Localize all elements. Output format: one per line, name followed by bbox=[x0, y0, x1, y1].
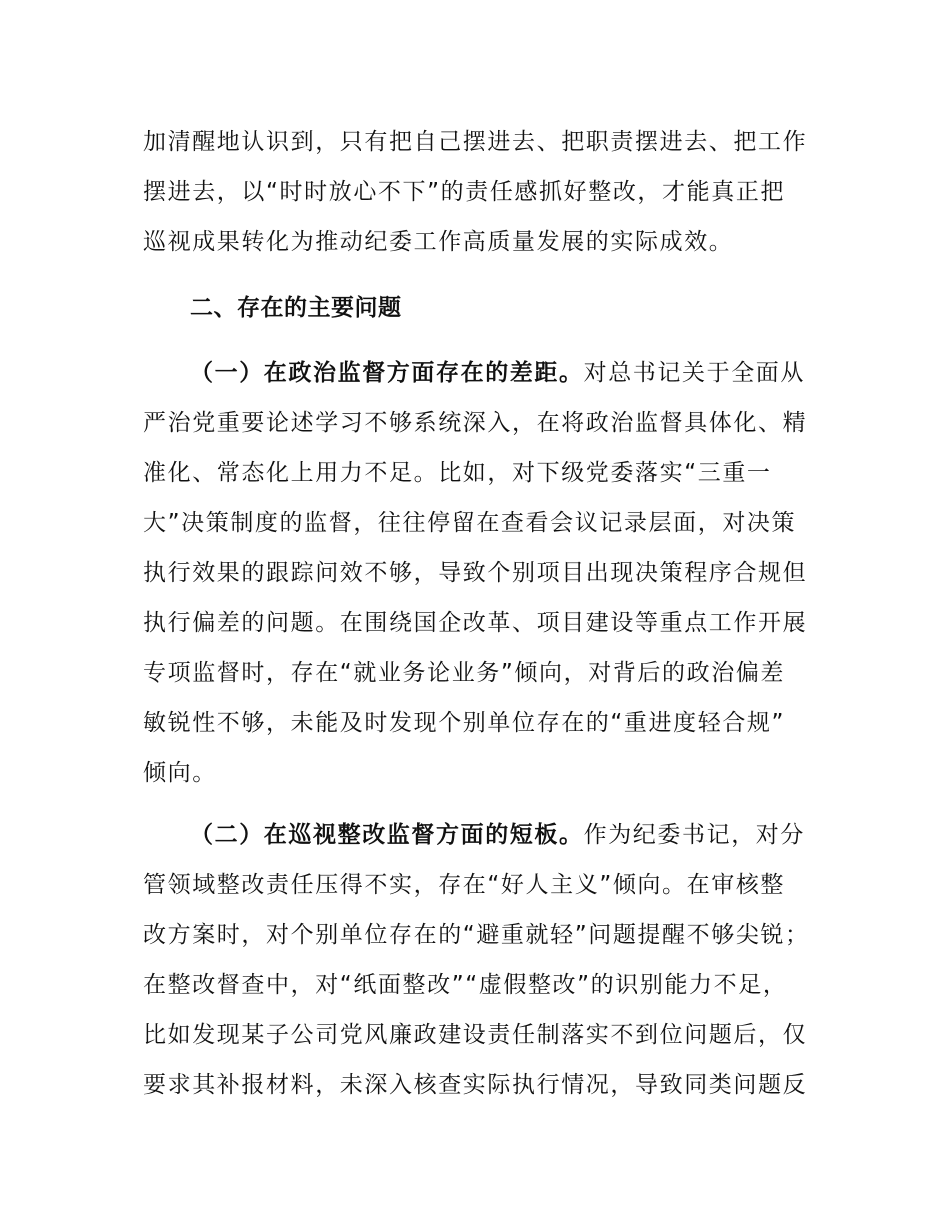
intro-line-1: 加清醒地认识到，只有把自己摆进去、把职责摆进去、把工作 bbox=[143, 129, 808, 155]
sub2-first-line bbox=[190, 819, 870, 851]
sub1-first-line-rest: 对总书记关于全面从 bbox=[583, 360, 806, 386]
section-heading: 二、存在的主要问题 bbox=[190, 295, 402, 321]
sub1-line-5: 执行效果的跟踪问效不够，导致个别项目出现决策程序合规但 bbox=[143, 560, 808, 586]
sub1-line-2: 严治党重要论述学习不够系统深入，在将政治监督具体化、精 bbox=[143, 410, 808, 436]
sub1-line-9: 倾向。 bbox=[143, 760, 217, 786]
sub1-line-6: 执行偏差的问题。在围绕国企改革、项目建设等重点工作开展 bbox=[143, 610, 808, 636]
sub2-title: （二）在巡视整改监督方面的短板。 bbox=[190, 822, 584, 848]
sub1-first-line bbox=[190, 357, 870, 389]
sub1-title: （一）在政治监督方面存在的差距。 bbox=[190, 360, 584, 386]
sub2-line-5: 比如发现某子公司党风廉政建设责任制落实不到位问题后，仅 bbox=[143, 1022, 808, 1048]
intro-line-3: 巡视成果转化为推动纪委工作高质量发展的实际成效。 bbox=[143, 229, 734, 255]
sub1-line-7: 专项监督时，存在“就业务论业务”倾向，对背后的政治偏差 bbox=[143, 660, 786, 686]
sub1-line-3: 准化、常态化上用力不足。比如，对下级党委落实“三重一 bbox=[143, 460, 772, 486]
intro-line-2: 摆进去，以“时时放心不下”的责任感抓好整改，才能真正把 bbox=[143, 179, 786, 205]
sub2-line-3: 改方案时，对个别单位存在的“避重就轻”问题提醒不够尖锐； bbox=[143, 922, 810, 948]
sub2-line-2: 管领域整改责任压得不实，存在“好人主义”倾向。在审核整 bbox=[143, 872, 786, 898]
sub2-first-line-rest: 作为纪委书记，对分 bbox=[583, 822, 806, 848]
sub1-line-4: 大”决策制度的监督，往往停留在查看会议记录层面，对决策 bbox=[143, 510, 797, 536]
sub1-line-8: 敏锐性不够，未能及时发现个别单位存在的“重进度轻合规” bbox=[143, 710, 786, 736]
sub2-line-6: 要求其补报材料，未深入核查实际执行情况，导致同类问题反 bbox=[143, 1072, 808, 1098]
sub2-line-4: 在整改督查中，对“纸面整改”“虚假整改”的识别能力不足， bbox=[143, 972, 788, 998]
